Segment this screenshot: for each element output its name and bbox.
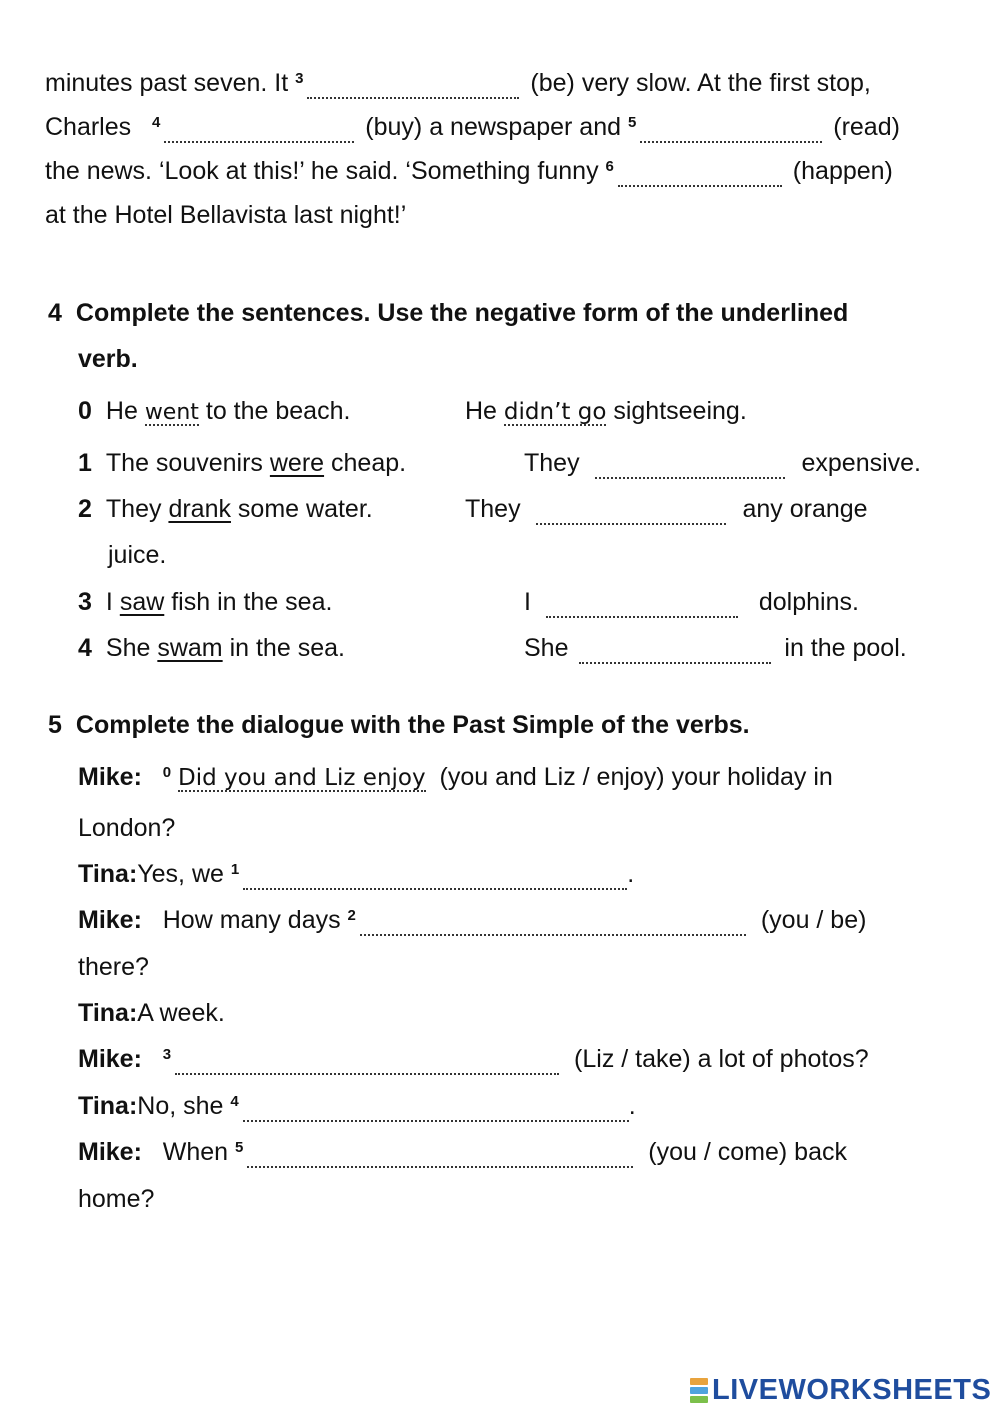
text: She [524,634,576,662]
text: Charles [45,113,139,141]
answer-input-4-2[interactable] [536,501,726,525]
ex3-line-4 [45,200,406,230]
speaker-label: Tina: [78,1092,138,1120]
text: sightseeing. [606,397,747,425]
gap-number: 1 [230,861,240,878]
exercise-4-heading-cont [78,344,138,374]
dialogue-line-0 [78,762,833,792]
speaker-label: Tina: [78,860,138,888]
text: I [105,588,120,616]
text: (read) [826,113,900,141]
example-answer: didn’t go [503,399,607,425]
text: When [162,1138,236,1166]
ex4-item-2 [78,494,373,524]
speaker-label: Mike: [78,1045,142,1073]
dialogue-line-2-cont [78,952,149,982]
speaker-label: Mike: [78,906,142,934]
ex4-item-2-answer [465,494,868,525]
dialogue-line-2 [78,905,866,936]
dialogue-line-3 [78,998,225,1028]
text: at the Hotel Bellavista last night!’ [45,201,407,229]
text: cheap. [324,449,407,477]
text: The souvenirs [105,449,270,477]
text: (you and Liz / enjoy) your holiday in [432,763,833,791]
text: expensive. [794,449,921,477]
text: there? [78,953,149,981]
ex4-item-3-answer [524,587,859,618]
text: any orange [735,495,868,523]
answer-input-6[interactable] [618,163,782,187]
exercise-4-heading [48,298,848,328]
text: fish in the sea. [164,588,333,616]
dialogue-line-5 [78,1091,636,1122]
ex4-item-0 [78,396,350,426]
ex4-item-1 [78,448,406,478]
ex4-item-1-answer [524,448,921,479]
text: London? [78,814,176,842]
answer-input-4-1[interactable] [595,455,785,479]
exercise-title: Complete the dialogue with the Past Simple of the verbs. [75,711,750,739]
item-number: 3 [78,588,92,616]
ex4-item-3 [78,587,332,617]
text: (be) very slow. At the first stop, [523,69,871,97]
liveworksheets-icon [690,1378,708,1404]
ex3-line-2 [45,112,900,143]
example-answer: Did you and Liz enjoy [178,765,426,791]
text: No, she [137,1092,231,1120]
text: dolphins. [751,588,859,616]
dialogue-line-4 [78,1044,869,1075]
text: in the pool. [777,634,907,662]
ex3-line-3 [45,156,893,187]
exercise-title: Complete the sentences. Use the negative form of the underlined [75,299,849,327]
ex4-item-2-cont [108,540,166,570]
underlined-verb: drank [168,495,231,523]
text: . [627,860,635,888]
item-number: 0 [78,397,92,425]
answer-input-4-4[interactable] [579,640,771,664]
gap-number: 5 [627,114,637,131]
answer-input-4-3[interactable] [546,594,738,618]
text: They [465,495,528,523]
text: juice. [108,541,167,569]
gap-number: 5 [235,1139,244,1156]
answer-input-5[interactable] [640,119,822,143]
gap-number: 4 [230,1093,239,1110]
gap-number: 2 [347,907,356,924]
ex3-line-1 [45,68,871,99]
text: (Liz / take) a lot of photos? [567,1045,869,1073]
ex4-item-4-answer [524,633,907,664]
text: I [524,588,538,616]
text: in the sea. [222,634,345,662]
gap-number: 0 [162,764,172,781]
ex4-item-0-answer [465,396,747,426]
text: home? [78,1185,155,1213]
gap-number: 3 [295,70,304,87]
ex4-item-4 [78,633,345,663]
gap-number: 6 [605,158,614,175]
text: (buy) a newspaper and [358,113,628,141]
item-number: 4 [78,634,92,662]
dialogue-line-6 [78,1137,847,1168]
text: to the beach. [198,397,351,425]
answer-input-d3[interactable] [175,1051,559,1075]
answer-input-d1[interactable] [243,866,627,890]
dialogue-line-6-cont [78,1184,154,1214]
text: minutes past seven. It [45,69,296,97]
text: He [465,397,504,425]
text: . [628,1092,636,1120]
text: (you / come) back [641,1138,847,1166]
text: the news. ‘Look at this!’ he said. ‘Something funny [45,157,606,185]
exercise-title: verb. [78,345,138,373]
dialogue-line-0-cont [78,813,175,843]
answer-input-4[interactable] [164,119,354,143]
exercise-number: 4 [48,299,62,327]
speaker-label: Tina: [78,999,138,1027]
item-number: 1 [78,449,92,477]
speaker-label: Mike: [78,763,142,791]
text: She [105,634,158,662]
text: A week. [137,999,225,1027]
gap-number: 4 [152,114,161,131]
example-verb: went [144,400,199,425]
text: some water. [230,495,373,523]
liveworksheets-logo[interactable] [690,1374,991,1407]
text: (happen) [785,157,893,185]
text: How many days [162,906,348,934]
exercise-number: 5 [48,711,62,739]
underlined-verb: swam [157,634,223,662]
item-number: 2 [78,495,92,523]
underlined-verb: were [269,449,325,477]
answer-input-d4[interactable] [243,1098,629,1122]
dialogue-line-1 [78,859,634,890]
text: They [524,449,587,477]
exercise-5-heading [48,710,750,740]
gap-number: 3 [162,1046,172,1063]
text: They [105,495,169,523]
underlined-verb: saw [119,588,165,616]
text: Yes, we [137,860,231,888]
answer-input-3[interactable] [307,75,519,99]
answer-input-d5[interactable] [247,1144,633,1168]
text: He [105,397,145,425]
brand-name: LIVEWORKSHEETS [712,1374,992,1406]
speaker-label: Mike: [78,1138,142,1166]
answer-input-d2[interactable] [360,912,746,936]
text: (you / be) [753,906,867,934]
